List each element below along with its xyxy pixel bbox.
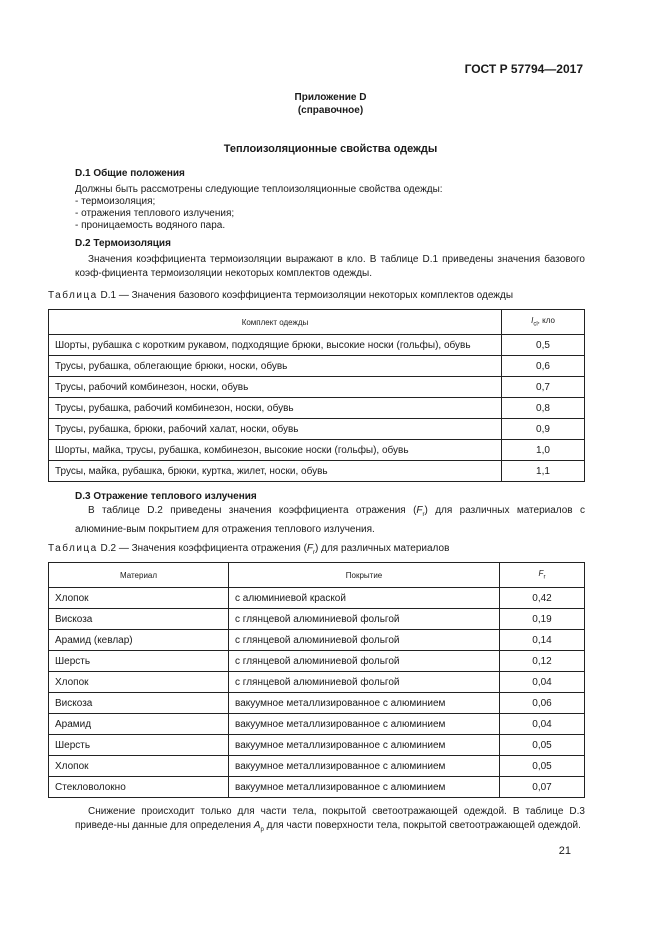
table-cell: 0,5 [502, 335, 585, 356]
main-title: Теплоизоляционные свойства одежды [223, 143, 438, 155]
table-header: Покрытие [229, 563, 500, 588]
table-cell: Стекловолокно [49, 777, 229, 798]
table-row [49, 335, 585, 356]
table-cell: Хлопок [49, 588, 229, 609]
table-row [49, 609, 585, 630]
section-heading-d3: D.3 Отражение теплового излучения [75, 491, 257, 502]
standard-number: ГОСТ Р 57794—2017 [464, 62, 583, 76]
table-cell: Трусы, рубашка, рабочий комбинезон, носки, обувь [49, 398, 502, 419]
table-cell: 0,06 [500, 693, 585, 714]
table-row [49, 377, 585, 398]
list-item: - проницаемость водяного пара. [75, 220, 226, 231]
table-cell: Трусы, рубашка, облегающие брюки, носки, обувь [49, 356, 502, 377]
table-row [49, 651, 585, 672]
table-cell: Хлопок [49, 672, 229, 693]
table-row [49, 693, 585, 714]
table-cell: 1,0 [502, 440, 585, 461]
table-cell: с глянцевой алюминиевой фольгой [229, 651, 500, 672]
table-cell: вакуумное металлизированное с алюминием [229, 756, 500, 777]
table-cell: Шерсть [49, 651, 229, 672]
table-cell: 0,19 [500, 609, 585, 630]
list-item: - отражения теплового излучения; [75, 208, 235, 219]
table-cell: 0,7 [502, 377, 585, 398]
table-header: $I_{cl}$, кло [502, 310, 585, 335]
table-cell: Арамид [49, 714, 229, 735]
section-heading-d1: D.1 Общие положения [75, 168, 185, 179]
table-cell: 1,1 [502, 461, 585, 482]
annex-title: Приложение D [294, 92, 367, 103]
table-cell: вакуумное металлизированное с алюминием [229, 714, 500, 735]
table-row [49, 735, 585, 756]
table-cell: Хлопок [49, 756, 229, 777]
table-cell: Шерсть [49, 735, 229, 756]
table-cell: 0,05 [500, 735, 585, 756]
table-d1 [48, 309, 585, 482]
table-cell: 0,04 [500, 672, 585, 693]
table-row [49, 440, 585, 461]
table-header: Комплект одежды [49, 310, 502, 335]
table-cell: вакуумное металлизированное с алюминием [229, 735, 500, 756]
table-header: Материал [49, 563, 229, 588]
list-item: - термоизоляция; [75, 196, 156, 207]
section-text-d2: Значения коэффициента термоизоляции выражают в кло. В таблице D.1 приведены значения базового коэф-фициента термоизоляции некоторых комплектов одежды. [75, 254, 585, 279]
table1-caption: Таблица D.1 — Значения базового коэффициента термоизоляции некоторых комплектов одежды [48, 290, 514, 301]
closing-paragraph: Снижение происходит только для части тела, покрытой светоотражающей одеждой. В таблице D.3 приведе-ны данные для определения $A_p$ для части поверхности тела, покрытой светоотражающей одеждой. [75, 806, 585, 833]
table-cell: с глянцевой алюминиевой фольгой [229, 609, 500, 630]
table2-caption: Таблица D.2 — Значения коэффициента отражения $(F_r)$ для различных материалов [48, 543, 450, 556]
table-cell: 0,9 [502, 419, 585, 440]
table-cell: с алюминиевой краской [229, 588, 500, 609]
table-header: $F_r$ [500, 563, 585, 588]
section-heading-d2: D.2 Термоизоляция [75, 238, 171, 249]
section-text-d1: Должны быть рассмотрены следующие теплоизоляционные свойства одежды: [75, 184, 443, 195]
annex-subtitle: (справочное) [297, 105, 364, 116]
table-cell: 0,14 [500, 630, 585, 651]
table-cell: Трусы, рабочий комбинезон, носки, обувь [49, 377, 502, 398]
table-cell: Арамид (кевлар) [49, 630, 229, 651]
table-cell: с глянцевой алюминиевой фольгой [229, 630, 500, 651]
table-cell: вакуумное металлизированное с алюминием [229, 777, 500, 798]
table-row [49, 356, 585, 377]
table-cell: Шорты, майка, трусы, рубашка, комбинезон, высокие носки (гольфы), обувь [49, 440, 502, 461]
table-row [49, 398, 585, 419]
table-cell: Трусы, майка, рубашка, брюки, куртка, жилет, носки, обувь [49, 461, 502, 482]
table-cell: Шорты, рубашка с коротким рукавом, подходящие брюки, высокие носки (гольфы), обувь [49, 335, 502, 356]
table-cell: вакуумное металлизированное с алюминием [229, 693, 500, 714]
table-row [49, 461, 585, 482]
table-row [49, 419, 585, 440]
table-row [49, 756, 585, 777]
table-cell: 0,12 [500, 651, 585, 672]
table-cell: с глянцевой алюминиевой фольгой [229, 672, 500, 693]
section-text-d3: В таблице D.2 приведены значения коэффициента отражения $(F_r)$ для различных материалов с алюминие-вым покрытием для отражения теплового излучения. [75, 505, 585, 535]
table-row [49, 672, 585, 693]
table-d2 [48, 562, 585, 798]
table-cell: Вискоза [49, 609, 229, 630]
table-cell: Трусы, рубашка, брюки, рабочий халат, носки, обувь [49, 419, 502, 440]
table-cell: 0,05 [500, 756, 585, 777]
table-cell: 0,04 [500, 714, 585, 735]
table-cell: 0,07 [500, 777, 585, 798]
table-row [49, 714, 585, 735]
table-row [49, 630, 585, 651]
table-cell: Вискоза [49, 693, 229, 714]
page-number: 21 [558, 845, 571, 857]
table-cell: 0,6 [502, 356, 585, 377]
table-cell: 0,42 [500, 588, 585, 609]
table-row [49, 588, 585, 609]
table-cell: 0,8 [502, 398, 585, 419]
table-row [49, 777, 585, 798]
